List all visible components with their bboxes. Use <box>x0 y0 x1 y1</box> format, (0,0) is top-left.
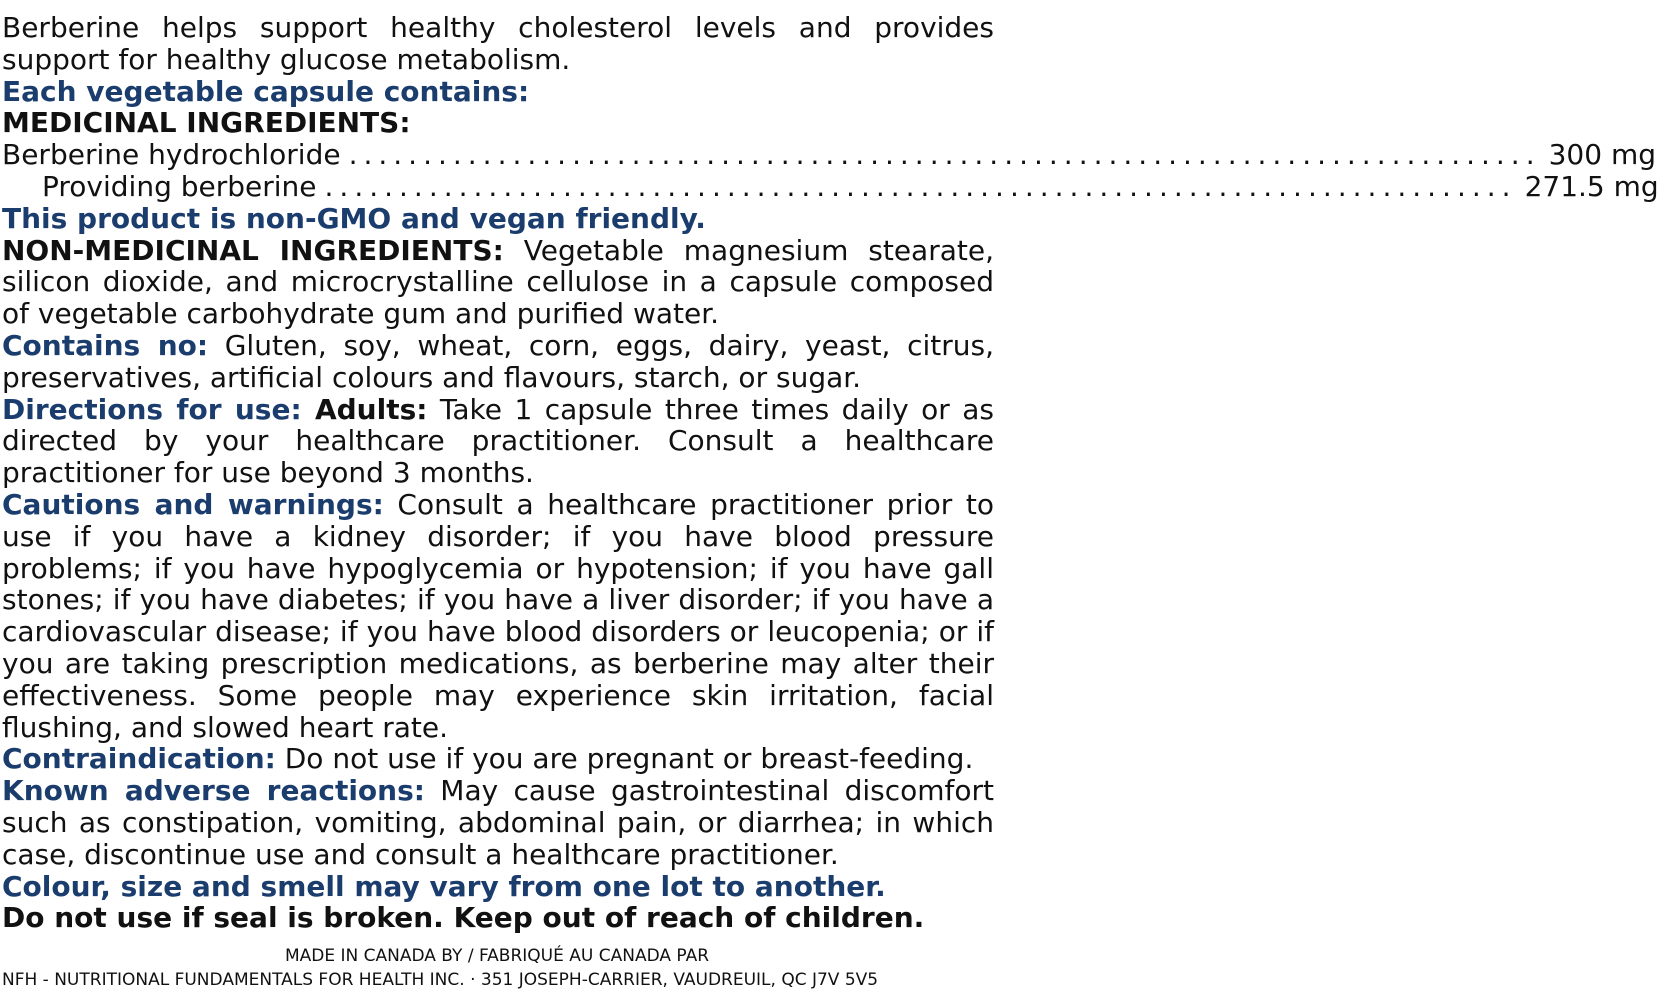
ingredient-name: Berberine hydrochloride <box>2 138 341 172</box>
directions-sub-label: Adults: <box>301 392 428 426</box>
adverse-label: Known adverse reactions: <box>2 774 425 808</box>
seal-warning: Do not use if seal is broken. Keep out of reach of children. <box>2 901 925 935</box>
cautions-section <box>2 489 994 743</box>
contains-no-label: Contains no: <box>2 328 209 362</box>
contraindication-section <box>2 743 994 775</box>
contraindication-text: Do not use if you are pregnant or breast-feeding. <box>275 742 974 776</box>
intro-text: Berberine helps support healthy cholesterol levels and provides support for healthy glucose metabolism. <box>2 11 994 76</box>
non-medicinal-section <box>2 235 994 330</box>
ingredient-amount: 271.5 mg <box>1524 169 1659 203</box>
contraindication-label: Contraindication: <box>2 742 276 776</box>
contains-no-text: Gluten, soy, wheat, corn, eggs, dairy, yeast, citrus, preservatives, artificial colours and flavours, starch, or sugar. <box>2 328 995 394</box>
ingredient-row <box>2 138 1657 172</box>
cautions-text: Consult a healthcare practitioner prior to use if you have a kidney disorder; if you have blood pressure problems; if you have hypoglycemia or hypotension; if you have gall stones; if you have diabetes; if you have a liver disorder; if you have a cardiovascular disease; if you have blood disorders or leucopenia; or if you are taking prescription medications, as berberine may alter their effectiveness. Some people may experience skin irritation, facial flushing, and slowed heart rate. <box>2 487 994 744</box>
non-medicinal-text: Vegetable magnesium stearate, silicon dioxide, and microcrystalline cellulose in a capsule composed of vegetable carbohydrate gum and purified water. <box>2 233 994 331</box>
non-medicinal-label: NON-MEDICINAL INGREDIENTS: <box>2 233 504 267</box>
non-gmo-statement: This product is non-GMO and vegan friendly. <box>2 201 706 235</box>
ingredient-name: Providing berberine <box>42 169 317 203</box>
manufacturer-footer <box>0 944 994 992</box>
medicinal-heading: MEDICINAL INGREDIENTS: <box>2 106 411 140</box>
leader-dots: ................................................................................ <box>324 169 1517 203</box>
directions-label: Directions for use: <box>2 392 302 426</box>
capsule-heading: Each vegetable capsule contains: <box>2 74 530 108</box>
ingredient-amount: 300 mg <box>1548 138 1657 172</box>
leader-dots: ................................................................................ <box>348 138 1541 172</box>
footer-line-2: NFH - NUTRITIONAL FUNDAMENTALS FOR HEALTH INC. · 351 JOSEPH-CARRIER, VAUDREUIL, QC J7V 5V5 <box>2 970 879 990</box>
cautions-label: Cautions and warnings: <box>2 487 384 521</box>
directions-section <box>2 394 994 489</box>
colour-note: Colour, size and smell may vary from one lot to another. <box>2 869 886 903</box>
contains-no-section <box>2 330 994 394</box>
directions-text: Take 1 capsule three times daily or as directed by your healthcare practitioner. Consult a healthcare practitioner for use beyond 3 months. <box>2 392 994 490</box>
ingredient-row <box>2 169 1659 203</box>
adverse-section <box>2 775 994 870</box>
adverse-text: May cause gastrointestinal discomfort such as constipation, vomiting, abdominal pain, or diarrhea; in which case, discontinue use and consult a healthcare practitioner. <box>2 774 994 871</box>
footer-line-1: MADE IN CANADA BY / FABRIQUÉ AU CANADA PAR <box>284 946 710 966</box>
